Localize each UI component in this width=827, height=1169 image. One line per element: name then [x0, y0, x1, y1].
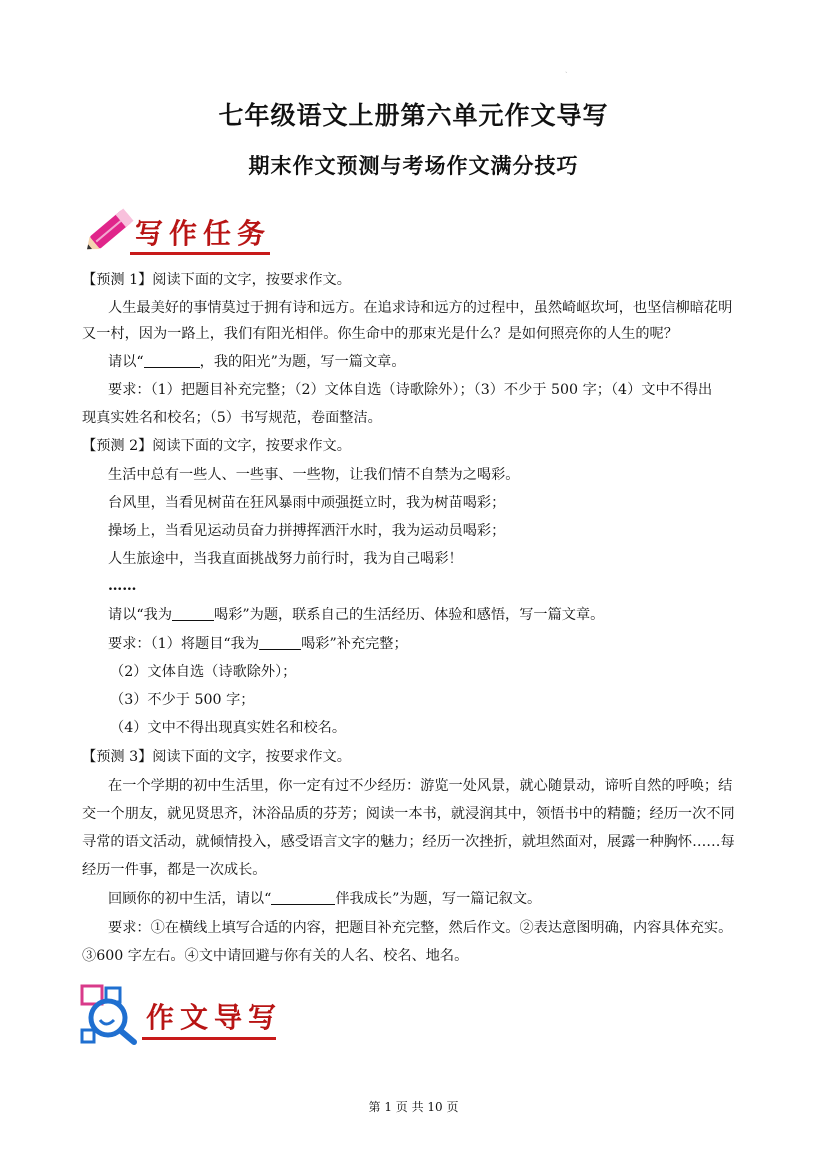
document-title: 七年级语文上册第六单元作文导写	[218, 101, 609, 130]
essay-guide-underline	[142, 1037, 276, 1040]
paragraph-line: 寻常的语文活动，就倾情投入，感受语言文字的魅力；经历一次挫折，就坦然面对，展露一种胸怀……每	[82, 834, 735, 850]
prompt-suffix: ，我的阳光”为题，写一篇文章。	[199, 354, 406, 370]
header-mark: `	[565, 72, 568, 79]
document-subtitle: 期末作文预测与考场作文满分技巧	[248, 154, 579, 178]
paragraph-line: 台风里，当看见树苗在狂风暴雨中顽强挺立时，我为树苗喝彩；	[108, 495, 506, 511]
paragraph-line: 在一个学期的初中生活里，你一定有过不少经历：游览一处风景，就心随景动，谛听自然的呼唤；结	[108, 778, 733, 794]
requirement-line: 要求：①在横线上填写合适的内容，把题目补充完整，然后作文。②表达意图明确，内容具体充实。	[108, 920, 733, 936]
essay-guide-heading: 作文导写	[146, 1001, 283, 1034]
requirement-line: 要求：（1）把题目补充完整；（2）文体自选（诗歌除外）；（3）不少于 500 字；（4）文中不得出	[108, 382, 713, 398]
prompt-line	[108, 352, 406, 372]
pencil-icon	[80, 202, 140, 258]
paragraph-line: 又一村，因为一路上，我们有阳光相伴。你生命中的那束光是什么？是如何照亮你的人生的呢？	[82, 326, 678, 342]
paragraph-line: 操场上，当看见运动员奋力拼搏挥洒汗水时，我为运动员喝彩；	[108, 523, 506, 539]
requirement-line: 现真实姓名和校名；（5）书写规范，卷面整洁。	[82, 410, 382, 426]
requirement-suffix: 喝彩”补充完整；	[301, 636, 408, 652]
requirement-line	[108, 634, 408, 654]
paragraph-line: 交一个朋友，就见贤思齐，沐浴品质的芬芳；阅读一本书，就浸润其中，领悟书中的精髓；经历一次不同	[82, 806, 735, 822]
prompt-line	[108, 605, 604, 625]
prompt-suffix: 伴我成长”为题，写一篇记叙文。	[335, 891, 542, 907]
page-footer: 第 1 页 共 10 页	[368, 1100, 459, 1114]
requirement-line: （4）文中不得出现真实姓名和校名。	[110, 720, 347, 736]
magnifier-icon	[78, 982, 142, 1046]
title-blank	[259, 634, 301, 650]
requirement-line: ③600 字左右。④文中请回避与你有关的人名、校名、地名。	[82, 948, 469, 964]
prompt-prefix: 请以“我为	[108, 607, 173, 623]
prompt-prefix: 回顾你的初中生活，请以“	[108, 891, 272, 907]
paragraph-line: 经历一件事，都是一次成长。	[82, 862, 267, 878]
title-blank	[271, 889, 335, 905]
prediction-3-heading: 【预测 3】阅读下面的文字，按要求作文。	[82, 749, 351, 765]
prediction-2-heading: 【预测 2】阅读下面的文字，按要求作文。	[82, 438, 351, 454]
writing-task-banner	[80, 202, 280, 258]
prompt-suffix: 喝彩”为题，联系自己的生活经历、体验和感悟，写一篇文章。	[214, 607, 605, 623]
ellipsis-line: ……	[108, 578, 137, 594]
title-blank	[144, 352, 200, 368]
paragraph-line: 人生最美好的事情莫过于拥有诗和远方。在追求诗和远方的过程中，虽然崎岖坎坷，也坚信柳暗花明	[108, 300, 733, 316]
requirement-line: （3）不少于 500 字；	[110, 692, 255, 708]
prompt-line	[108, 889, 541, 909]
essay-guide-banner	[78, 982, 288, 1046]
writing-task-heading: 写作任务	[135, 217, 272, 250]
prediction-1-heading: 【预测 1】阅读下面的文字，按要求作文。	[82, 272, 351, 288]
title-blank	[172, 605, 214, 621]
writing-task-underline	[130, 252, 270, 255]
paragraph-line: 生活中总有一些人、一些事、一些物，让我们情不自禁为之喝彩。	[108, 467, 520, 483]
requirement-prefix: 要求：（1）将题目“我为	[108, 636, 260, 652]
requirement-line: （2）文体自选（诗歌除外）；	[110, 664, 297, 680]
paragraph-line: 人生旅途中，当我直面挑战努力前行时，我为自己喝彩！	[108, 551, 463, 567]
prompt-prefix: 请以“	[108, 354, 144, 370]
